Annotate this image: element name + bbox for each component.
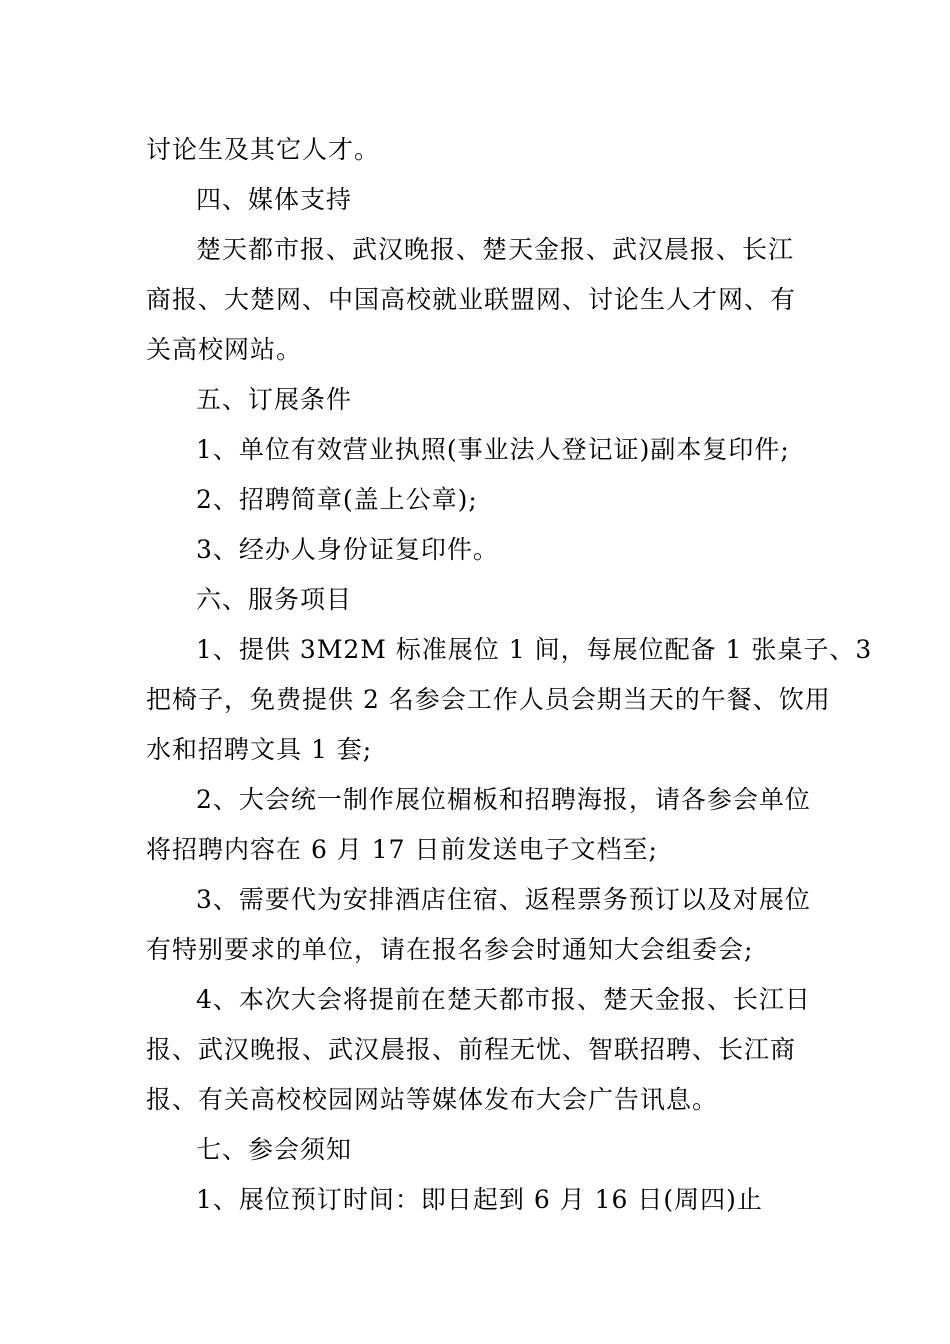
list-item: 3、经办人身份证复印件。 xyxy=(196,535,499,564)
list-item: 2、大会统一制作展位楣板和招聘海报，请各参会单位 xyxy=(196,785,811,814)
section-heading-conditions: 五、订展条件 xyxy=(196,385,353,414)
section-heading-services: 六、服务项目 xyxy=(196,585,353,614)
text-line: 关高校网站。 xyxy=(146,335,303,364)
list-item: 3、需要代为安排酒店住宿、返程票务预订以及对展位 xyxy=(196,885,811,914)
section-heading-media: 四、媒体支持 xyxy=(196,185,353,214)
text-line: 楚天都市报、武汉晚报、楚天金报、武汉晨报、长江 xyxy=(196,235,795,264)
text-line: 商报、大楚网、中国高校就业联盟网、讨论生人才网、有 xyxy=(146,285,797,314)
text-line: 报、有关高校校园网站等媒体发布大会广告讯息。 xyxy=(146,1085,719,1114)
text-line: 报、武汉晚报、武汉晨报、前程无忧、智联招聘、长江商 xyxy=(146,1035,797,1064)
list-item: 1、单位有效营业执照(事业法人登记证)副本复印件; xyxy=(196,435,790,464)
text-line: 把椅子，免费提供 2 名参会工作人员会期当天的午餐、饮用 xyxy=(146,685,831,714)
text-line: 将招聘内容在 6 月 17 日前发送电子文档至; xyxy=(146,835,658,864)
list-item: 1、提供 3M2M 标准展位 1 间，每展位配备 1 张桌子、3 xyxy=(196,635,873,664)
text-line: 讨论生及其它人才。 xyxy=(146,135,381,164)
list-item: 1、展位预订时间：即日起到 6 月 16 日(周四)止 xyxy=(196,1185,763,1214)
list-item: 4、本次大会将提前在楚天都市报、楚天金报、长江日 xyxy=(196,985,811,1014)
text-line: 水和招聘文具 1 套; xyxy=(146,735,373,764)
section-heading-notice: 七、参会须知 xyxy=(196,1135,353,1164)
list-item: 2、招聘简章(盖上公章); xyxy=(196,485,478,514)
text-line: 有特别要求的单位，请在报名参会时通知大会组委会; xyxy=(146,935,754,964)
